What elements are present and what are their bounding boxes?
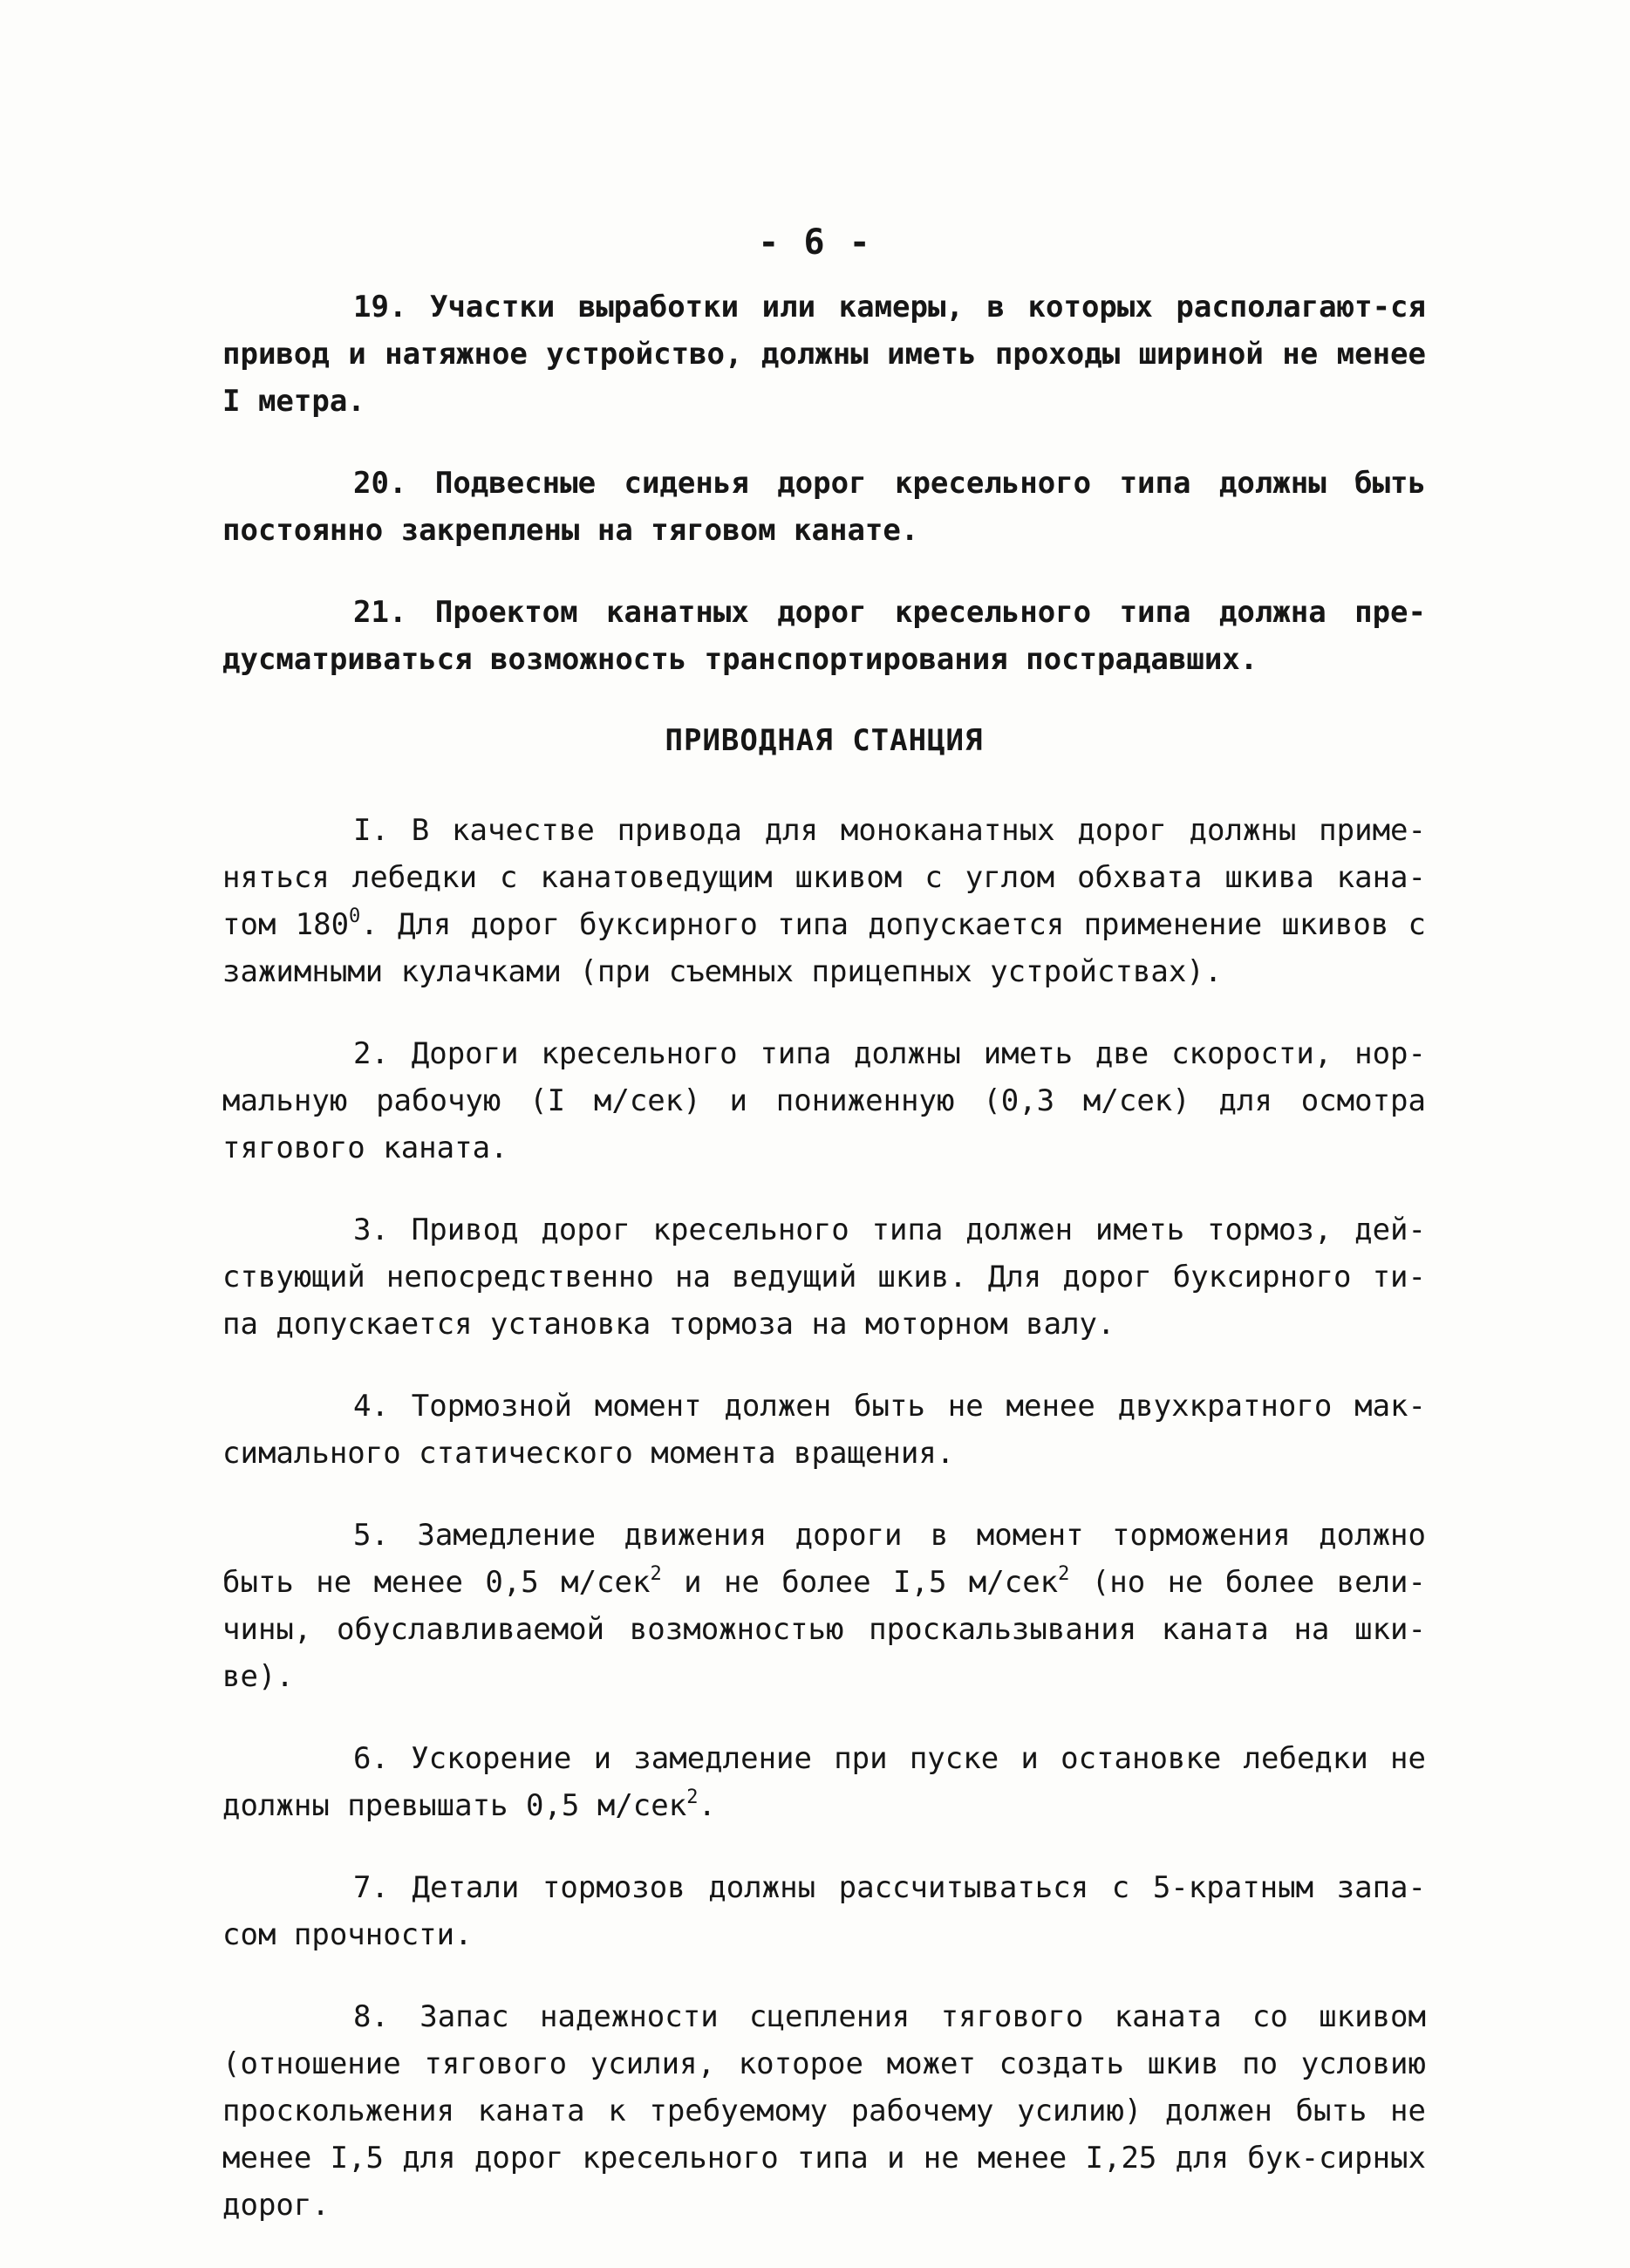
paragraph-21	[222, 589, 1426, 683]
exponent-superscript: 2	[686, 1786, 699, 1808]
paragraph-text: Проектом канатных дорог кресельного типа должна пре-дусматриваться возможность транспортирования пострадавших.	[222, 595, 1426, 677]
exponent-superscript: 2	[1058, 1563, 1070, 1585]
section-item-4	[222, 1383, 1426, 1477]
paragraph-19	[222, 284, 1426, 425]
section-item-1	[222, 807, 1426, 995]
page-number: - 6 -	[758, 222, 872, 263]
document-body	[222, 284, 1426, 2264]
item-text-part2: и не более I,5 м/сек	[661, 1565, 1059, 1600]
item-text-before: 6. Ускорение и замедление при пуске и остановке лебедки не должны превышать 0,5 м/сек	[222, 1741, 1426, 1823]
section-item-8	[222, 1993, 1426, 2229]
section-item-2	[222, 1030, 1426, 1172]
item-text: 8. Запас надежности сцепления тягового каната со шкивом (отношение тягового усилия, которое может создать шкив по условию проскольжения каната к требуемому рабочему усилию) должен быть не менее I,5 для дорог кресельного типа и не менее I,25 для бук-сирных дорог.	[222, 1999, 1426, 2223]
paragraph-number: 21.	[353, 595, 435, 630]
item-text-before: I. В качестве привода для моноканатных дорог должны приме-няться лебедки с канатоведущим шкивом с углом обхвата шкива кана-том 180	[222, 813, 1426, 942]
item-text: 3. Привод дорог кресельного типа должен иметь тормоз, дей-ствующий непосредственно на ведущий шкив. Для дорог буксирного ти-па допускается установка тормоза на моторном валу.	[222, 1213, 1426, 1342]
paragraph-20	[222, 460, 1426, 554]
item-text: 7. Детали тормозов должны рассчитываться с 5-кратным запа-сом прочности.	[222, 1870, 1426, 1952]
paragraph-number: 20.	[353, 466, 435, 501]
paragraph-text: Участки выработки или камеры, в которых располагают-ся привод и натяжное устройство, должны иметь проходы шириной не менее I метра.	[222, 290, 1426, 419]
paragraph-number: 19.	[353, 290, 430, 324]
item-text-after: .	[698, 1788, 716, 1823]
item-text-part1: 5. Замедление движения дороги в момент торможения должно быть не менее 0,5 м/сек	[222, 1518, 1426, 1600]
exponent-superscript: 2	[650, 1563, 662, 1585]
item-text-part3: (но не более вели-чины, обуславливаемой возможностью проскальзывания каната на шки-ве).	[222, 1565, 1426, 1694]
section-item-3	[222, 1206, 1426, 1348]
degree-superscript: 0	[349, 905, 361, 927]
item-text: 2. Дороги кресельного типа должны иметь две скорости, нор-мальную рабочую (I м/сек) и пониженную (0,3 м/сек) для осмотра тягового каната.	[222, 1036, 1426, 1165]
item-text-after: . Для дорог буксирного типа допускается применение шкивов с зажимными кулачками (при съемных прицепных устройствах).	[222, 907, 1426, 989]
paragraph-text: Подвесные сиденья дорог кресельного типа должны быть постоянно закреплены на тяговом канате.	[222, 466, 1426, 548]
section-item-6	[222, 1735, 1426, 1829]
item-text: 4. Тормозной момент должен быть не менее двухкратного мак-симального статического момента вращения.	[222, 1389, 1426, 1471]
section-item-5	[222, 1512, 1426, 1700]
section-heading: ПРИВОДНАЯ СТАНЦИЯ	[665, 723, 984, 758]
section-item-7	[222, 1864, 1426, 1958]
